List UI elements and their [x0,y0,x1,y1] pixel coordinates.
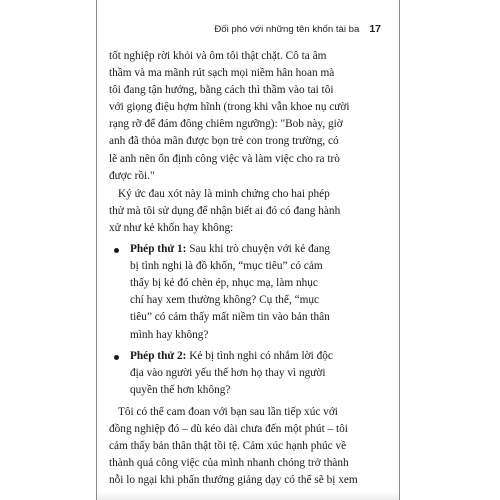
text-line: được rồi." [109,169,155,182]
text-line: mình hay không? [130,328,209,341]
bullet-icon [114,248,119,253]
text-line [130,348,385,365]
page-bottom-edge [97,491,399,500]
page-number: 17 [369,23,381,35]
text-line: đồng nghiệp đó – dù kéo dài chưa đến một phút – tôi [109,422,348,435]
text-line: quyền thế hơn không? [130,383,231,396]
text-line: thử mà tôi sử dụng để nhận biết ai đó có đang hành [109,204,341,217]
bullet-text: Kẻ bị tình nghi có nhắm lời độc [186,349,333,362]
text-line [130,241,385,258]
text-line: Tôi có thể cam đoan với bạn sau lần tiếp xúc với [118,405,338,418]
paragraph-1 [109,48,385,185]
bullet-item-test-1 [109,241,385,344]
text-line: thấy bị kẻ đó chèn ép, nhục mạ, làm nhục [130,277,318,290]
bullet-label: Phép thử 2: [130,349,187,362]
bullet-label: Phép thử 1: [130,243,187,256]
text-line: chí hay xem thường không? Cụ thể, “mục [130,294,320,307]
text-line: xử như kẻ khốn hay không: [109,221,234,234]
text-line: thành quả công việc của mình nhanh chóng trở thành [109,457,349,470]
book-page [96,0,400,500]
text-line: tôi đang tận hưởng, bằng cách thì thầm vào tai tôi [109,84,334,97]
text-line: Ký ức đau xót này là minh chứng cho hai phép [118,187,330,200]
text-line: cảm thấy bản thân thật tồi tệ. Cảm xúc hạnh phúc về [109,440,347,453]
text-line: tiêu” có cảm thấy mất niềm tin vào bản thân [130,311,330,324]
text-line: nỗi lo ngại khi phấn thưởng giảng dạy có thể sẽ bị xem [109,474,358,487]
bullet-item-test-2 [109,348,385,399]
text-line: anh đã thỏa mãn được bọn trẻ con trong trường, có [109,135,339,148]
bullet-text: Sau khi trò chuyện với kẻ đang [186,243,331,256]
text-line: rạng rỡ để đám đông chiêm ngưỡng): "Bob này, giờ [109,118,343,131]
text-line: với giọng điệu hợm hĩnh (trong khi vẫn khoe nụ cười [109,101,350,114]
running-header [97,23,381,35]
text-line: lẽ anh nên ổn định công việc và làm việc cho ra trò [109,152,340,165]
text-line: bị tình nghi là đồ khốn, “mục tiêu” có cảm [130,260,323,273]
text-line: tốt nghiệp rời khỏi và ôm tôi thật chặt. Cô ta âm [109,50,327,62]
text-line: địa vào người yếu thế hơn họ thay vì người [130,366,326,379]
chapter-title: Đối phó với những tên khốn tài ba [214,24,360,35]
paragraph-2 [109,186,385,237]
text-line: thầm và ma mãnh rút sạch mọi niềm hân hoan mà [109,67,335,80]
paragraph-3 [109,404,385,500]
body-text [109,48,385,500]
bullet-icon [114,355,119,360]
